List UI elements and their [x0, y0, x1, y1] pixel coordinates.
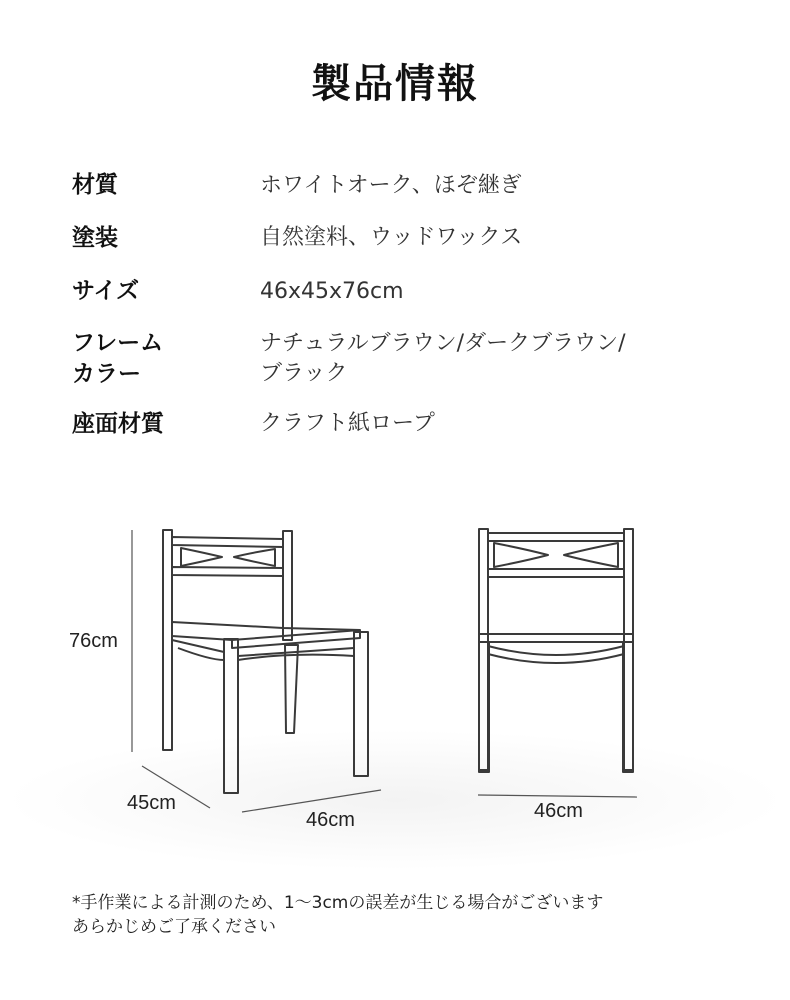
spec-value-size: 46x45x76cm [260, 279, 404, 304]
spec-label-size: サイズ [72, 278, 140, 304]
spec-label-frame-color-line1: フレーム [72, 330, 164, 356]
measurement-note [72, 891, 603, 939]
dimension-height-label: 76cm [69, 630, 118, 652]
measurement-note-line2: あらかじめご了承ください [72, 917, 276, 937]
dimension-depth-label: 45cm [127, 792, 176, 814]
chair-seat [172, 622, 360, 640]
spec-value-seat-material: クラフト紙ロープ [260, 411, 435, 436]
spec-label-frame-color-line2: カラー [72, 361, 141, 387]
front-chair-seat [479, 634, 633, 642]
front-chair-right-post [624, 529, 633, 770]
spec-label-seat-material: 座面材質 [72, 411, 164, 437]
page-title: 製品情報 [311, 61, 479, 107]
measurement-note-line1: *手作業による計測のため、1〜3cmの誤差が生じる場合がございます [72, 893, 604, 913]
chair-rear-left-post [163, 530, 172, 750]
chair-rear-right-post [283, 531, 292, 640]
front-chair-cutout-left [494, 543, 548, 567]
spec-value-material: ホワイトオーク、ほぞ継ぎ [260, 173, 522, 198]
chair-back-rail [172, 567, 283, 576]
floor-shadow [5, 730, 785, 870]
spec-label-finish: 塗装 [72, 225, 118, 251]
chair-back-cutout-left [181, 548, 222, 566]
front-chair-cutout-right [564, 543, 618, 567]
dimension-width-front-label: 46cm [534, 800, 583, 822]
chair-back-cutout-right [234, 549, 275, 566]
front-chair-back-rail [488, 569, 624, 577]
spec-value-frame-color-line2: ブラック [260, 361, 348, 386]
front-chair-apron [488, 646, 624, 655]
spec-value-finish: 自然塗料、ウッドワックス [260, 225, 523, 250]
spec-label-material: 材質 [72, 172, 118, 198]
chair-rear-right-leg [285, 645, 298, 733]
dimension-width-side-label: 46cm [306, 809, 355, 831]
front-chair-top-rail [488, 533, 624, 541]
chair-top-rail [172, 537, 283, 547]
spec-value-frame-color-line1: ナチュラルブラウン/ダークブラウン/ [260, 331, 626, 356]
